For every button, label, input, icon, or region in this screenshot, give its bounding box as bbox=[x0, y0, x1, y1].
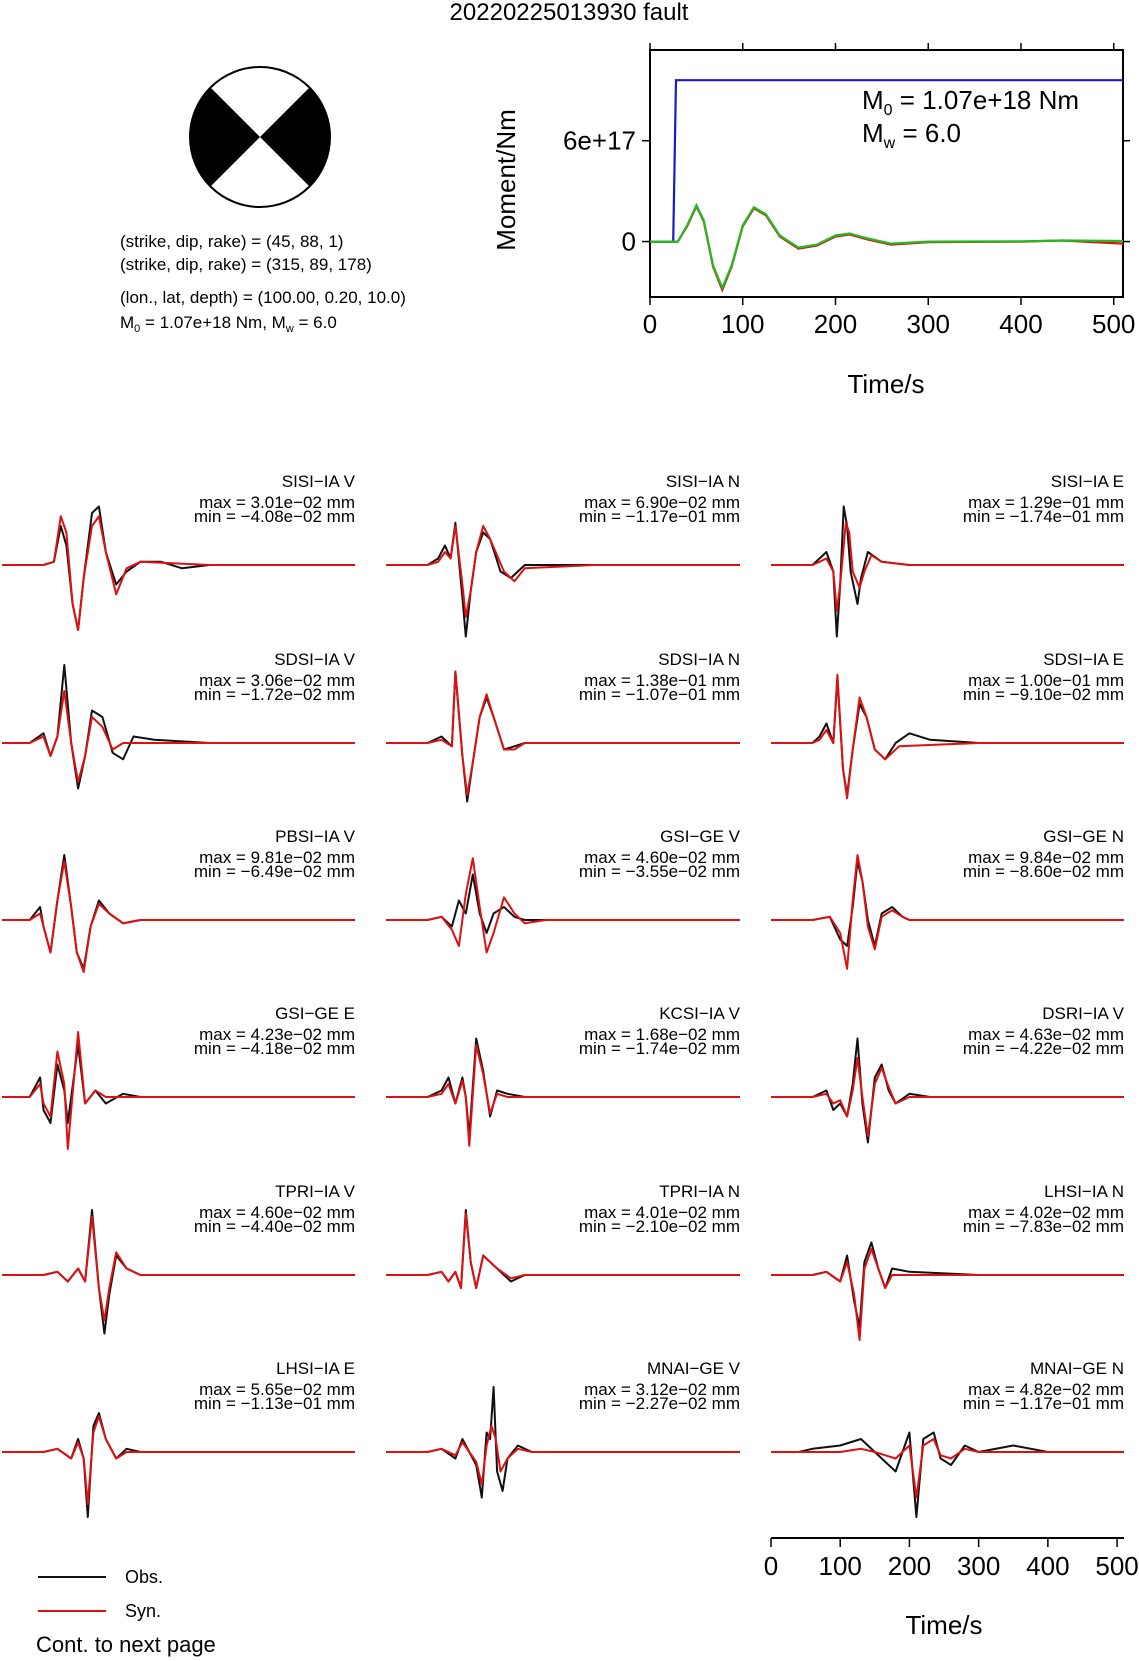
waveform-panel bbox=[386, 650, 740, 802]
plane2-text: (strike, dip, rake) = (315, 89, 178) bbox=[120, 255, 372, 274]
waveform-panel bbox=[2, 650, 356, 789]
figure-title: 20220225013930 fault bbox=[449, 0, 689, 26]
location-text: (lon., lat, depth) = (100.00, 0.20, 10.0) bbox=[120, 288, 406, 307]
waveform-station-label: DSRI−IA V bbox=[1042, 1004, 1124, 1023]
waveform-syn-trace bbox=[771, 523, 1124, 611]
series-moment-rate-green bbox=[650, 205, 1123, 288]
wave-xtick-label: 300 bbox=[956, 1551, 1001, 1581]
moment-plot bbox=[491, 43, 1135, 399]
waveform-min-label: min = −2.10e−02 mm bbox=[578, 1217, 740, 1236]
waveform-max-label: max = 6.90e−02 mm bbox=[584, 493, 740, 512]
wave-xtick-label: 200 bbox=[887, 1551, 932, 1581]
waveform-min-label: min = −4.40e−02 mm bbox=[193, 1217, 355, 1236]
waveform-min-label: min = −9.10e−02 mm bbox=[962, 685, 1124, 704]
waveform-min-label: min = −7.83e−02 mm bbox=[962, 1217, 1124, 1236]
moment-xtick-label: 300 bbox=[906, 309, 950, 339]
waveform-min-label: min = −2.27e−02 mm bbox=[578, 1394, 740, 1413]
waveform-station-label: KCSI−IA V bbox=[659, 1004, 740, 1023]
waveform-max-label: max = 1.68e−02 mm bbox=[584, 1025, 740, 1044]
waveform-panel bbox=[771, 472, 1124, 637]
waveform-max-label: max = 9.81e−02 mm bbox=[199, 848, 355, 867]
waveform-station-label: TPRI−IA V bbox=[275, 1182, 355, 1201]
moment-xtick-label: 200 bbox=[813, 309, 858, 339]
waveform-obs-trace bbox=[2, 1413, 355, 1517]
waveform-min-label: min = −1.07e−01 mm bbox=[578, 685, 740, 704]
waveform-station-label: SDSI−IA V bbox=[274, 650, 355, 669]
waveform-station-label: SISI−IA E bbox=[1050, 472, 1124, 491]
moment-ytick-label: 0 bbox=[621, 226, 636, 257]
waveform-min-label: min = −1.17e−01 mm bbox=[578, 507, 740, 526]
waveform-obs-trace bbox=[771, 507, 1124, 637]
waveform-min-label: min = −3.55e−02 mm bbox=[578, 862, 740, 881]
waveform-max-label: max = 5.65e−02 mm bbox=[199, 1380, 355, 1399]
moment-text: $M_0 = 1.07e+18$ Nm, $M_w = 6.0$ bbox=[120, 313, 337, 335]
waveform-min-label: min = −1.74e−01 mm bbox=[962, 507, 1124, 526]
waveform-max-label: max = 4.23e−02 mm bbox=[199, 1025, 355, 1044]
waveform-max-label: max = 3.12e−02 mm bbox=[584, 1380, 740, 1399]
waveform-syn-trace bbox=[771, 1249, 1124, 1340]
moment-xlabel: Time/s bbox=[847, 369, 925, 399]
legend-obs-label: Obs. bbox=[125, 1567, 164, 1587]
waveform-syn-trace bbox=[386, 1045, 740, 1146]
waveform-syn-trace bbox=[386, 526, 740, 617]
waveform-obs-trace bbox=[771, 1243, 1124, 1328]
waveform-obs-trace bbox=[386, 523, 740, 637]
waveform-min-label: min = −1.74e−02 mm bbox=[578, 1039, 740, 1058]
footer-note: Cont. to next page bbox=[36, 1632, 216, 1657]
legend bbox=[38, 1567, 163, 1621]
waveform-station-label: GSI−GE V bbox=[660, 827, 740, 846]
waveform-panel bbox=[2, 472, 356, 630]
waveform-max-label: max = 4.60e−02 mm bbox=[584, 848, 740, 867]
waveform-max-label: max = 1.00e−01 mm bbox=[968, 671, 1124, 690]
waveform-max-label: max = 3.01e−02 mm bbox=[199, 493, 355, 512]
waveform-min-label: min = −1.72e−02 mm bbox=[193, 685, 355, 704]
moment-xtick-label: 500 bbox=[1092, 309, 1136, 339]
waveform-grid bbox=[2, 472, 1125, 1517]
waveform-max-label: max = 9.84e−02 mm bbox=[968, 848, 1124, 867]
waveform-obs-trace bbox=[771, 1433, 1124, 1518]
waveform-min-label: min = −4.18e−02 mm bbox=[193, 1039, 355, 1058]
waveform-station-label: SISI−IA N bbox=[665, 472, 740, 491]
waveform-syn-trace bbox=[771, 1058, 1124, 1136]
waveform-min-label: min = −4.08e−02 mm bbox=[193, 507, 355, 526]
waveform-obs-trace bbox=[386, 875, 740, 934]
moment-ylabel: Moment/Nm bbox=[491, 109, 521, 251]
wave-xtick-label: 400 bbox=[1026, 1551, 1070, 1581]
plane1-text: (strike, dip, rake) = (45, 88, 1) bbox=[120, 232, 344, 251]
moment-yticks bbox=[563, 126, 1130, 257]
waveform-panel bbox=[2, 827, 356, 972]
waveform-station-label: MNAI−GE N bbox=[1030, 1359, 1124, 1378]
waveform-panel bbox=[771, 1359, 1124, 1517]
waveform-station-label: MNAI−GE V bbox=[646, 1359, 740, 1378]
legend-syn-label: Syn. bbox=[125, 1601, 162, 1621]
waveform-station-label: SDSI−IA E bbox=[1043, 650, 1124, 669]
moment-annotation-m0: $M_0 = 1.07e+18$ Nm bbox=[862, 85, 1080, 119]
waveform-max-label: max = 3.06e−02 mm bbox=[199, 671, 355, 690]
waveform-max-label: max = 4.63e−02 mm bbox=[968, 1025, 1124, 1044]
waveform-syn-trace bbox=[386, 1426, 740, 1485]
waveform-panel bbox=[386, 472, 740, 637]
moment-xtick-label: 400 bbox=[999, 309, 1043, 339]
moment-xtick-label: 100 bbox=[721, 309, 765, 339]
waveform-syn-trace bbox=[2, 1416, 355, 1504]
waveform-max-label: max = 4.02e−02 mm bbox=[968, 1203, 1124, 1222]
series-moment-rate-red bbox=[650, 206, 1123, 290]
waveform-min-label: min = −1.13e−01 mm bbox=[193, 1394, 355, 1413]
waveform-station-label: GSI−GE N bbox=[1043, 827, 1124, 846]
waveform-panel bbox=[386, 1004, 741, 1146]
waveform-station-label: GSI−GE E bbox=[275, 1004, 355, 1023]
waveform-panel bbox=[386, 827, 741, 953]
waveform-min-label: min = −1.17e−01 mm bbox=[962, 1394, 1124, 1413]
waveform-panel bbox=[2, 1004, 355, 1149]
wave-xlabel: Time/s bbox=[905, 1610, 983, 1640]
wave-xtick-label: 100 bbox=[818, 1551, 862, 1581]
wave-xtick-label: 0 bbox=[763, 1551, 779, 1581]
waveform-station-label: LHSI−IA E bbox=[276, 1359, 355, 1378]
waveform-min-label: min = −8.60e−02 mm bbox=[962, 862, 1124, 881]
waveform-panel bbox=[2, 1359, 355, 1517]
waveform-panel bbox=[771, 827, 1124, 969]
waveform-station-label: SDSI−IA N bbox=[658, 650, 740, 669]
waveform-station-label: LHSI−IA N bbox=[1044, 1182, 1124, 1201]
moment-ytick-label: 6e+17 bbox=[562, 125, 636, 156]
waveform-syn-trace bbox=[2, 516, 355, 630]
beachball bbox=[190, 67, 330, 207]
waveform-station-label: SISI−IA V bbox=[281, 472, 355, 491]
waveform-syn-trace bbox=[2, 691, 355, 782]
waveform-panel bbox=[771, 1004, 1125, 1143]
moment-annotation-mw: $M_w = 6.0$ bbox=[862, 118, 962, 152]
waveform-panel bbox=[771, 1182, 1124, 1340]
moment-xtick-label: 0 bbox=[642, 309, 658, 339]
waveform-station-label: PBSI−IA V bbox=[275, 827, 355, 846]
waveform-panel bbox=[386, 1182, 740, 1288]
waveform-max-label: max = 4.01e−02 mm bbox=[584, 1203, 740, 1222]
waveform-max-label: max = 4.60e−02 mm bbox=[199, 1203, 355, 1222]
waveform-panel bbox=[2, 1182, 356, 1334]
wave-xtick-label: 500 bbox=[1095, 1551, 1139, 1581]
waveform-max-label: max = 1.29e−01 mm bbox=[968, 493, 1124, 512]
waveform-time-axis bbox=[764, 1538, 1139, 1581]
waveform-panel bbox=[386, 1359, 741, 1498]
waveform-min-label: min = −4.22e−02 mm bbox=[962, 1039, 1124, 1058]
waveform-min-label: min = −6.49e−02 mm bbox=[193, 862, 355, 881]
waveform-max-label: max = 1.38e−01 mm bbox=[584, 671, 740, 690]
waveform-panel bbox=[771, 650, 1124, 798]
waveform-station-label: TPRI−IA N bbox=[659, 1182, 740, 1201]
waveform-max-label: max = 4.82e−02 mm bbox=[968, 1380, 1124, 1399]
